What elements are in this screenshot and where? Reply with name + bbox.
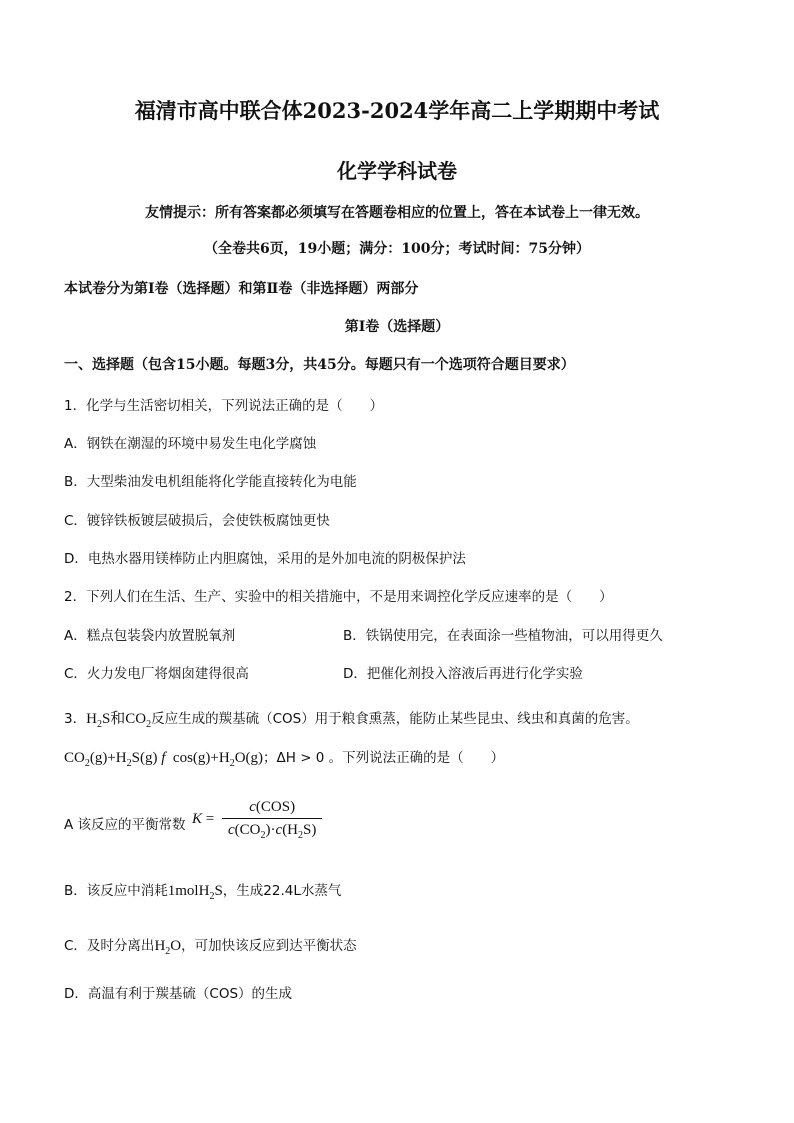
q3-equation bbox=[64, 746, 504, 769]
q3-option-d: D．高温有利于羰基硫（COS）的生成 bbox=[64, 986, 293, 1002]
q3-reaction-formula: $CO_2(g)+H_2S(g)$ f $\cos(g)+H_2O(g)$ bbox=[64, 750, 264, 769]
q3-number: 3． bbox=[64, 711, 87, 727]
notice-text: 友情提示：所有答案都必须填写在答题卷相应的位置上，答在本试卷上一律无效。 bbox=[145, 205, 649, 221]
q3-option-b-prefix: B．该反应中消耗 bbox=[64, 883, 168, 899]
fraction-numerator: c(COS) bbox=[222, 799, 322, 819]
q2-option-c: C．火力发电厂将烟囱建得很高 bbox=[64, 666, 249, 682]
exam-subtitle: 化学学科试卷 bbox=[337, 159, 457, 183]
q3-option-b bbox=[64, 879, 341, 902]
exam-info: （全卷共6页，19小题；满分：100分；考试时间：75分钟） bbox=[204, 241, 590, 257]
q3-stem bbox=[64, 707, 639, 730]
q1-option-a: A．钢铁在潮湿的环境中易发生电化学腐蚀 bbox=[64, 436, 317, 452]
structure-note: 本试卷分为第Ⅰ卷（选择题）和第Ⅱ卷（非选择题）两部分 bbox=[64, 281, 419, 297]
q1-option-c: C．镀锌铁板镀层破损后，会使铁板腐蚀更快 bbox=[64, 513, 330, 529]
q3-option-c-formula: $H_2O$ bbox=[154, 938, 182, 957]
q1-option-b: B．大型柴油发电机组能将化学能直接转化为电能 bbox=[64, 474, 357, 490]
fraction-denominator: $c(CO_2)\cdot c(H_2S)$ bbox=[228, 822, 317, 841]
exam-title: 福清市高中联合体2023-2024学年高二上学期期中考试 bbox=[134, 98, 660, 123]
q3-option-c bbox=[64, 934, 357, 957]
q3-option-b-formula: 1molH$_2$S bbox=[167, 883, 223, 902]
q3-stem-text: 反应生成的羰基硫（COS）用于粮食熏蒸，能防止某些昆虫、线虫和真菌的危害。 bbox=[151, 711, 639, 727]
q2-option-d: D．把催化剂投入溶液后再进行化学实验 bbox=[343, 666, 583, 682]
q1-option-d: D．电热水器用镁棒防止内胆腐蚀，采用的是外加电流的阴极保护法 bbox=[64, 551, 466, 567]
q3-option-a-label: A 该反应的平衡常数 bbox=[64, 817, 186, 833]
q2-option-b: B．铁锅使用完，在表面涂一些植物油，可以用得更久 bbox=[343, 628, 663, 644]
q3-reactants-formula: $H_2S$和$CO_2$ bbox=[86, 711, 152, 730]
q2-option-a: A．糕点包装袋内放置脱氧剂 bbox=[64, 628, 236, 644]
q3-option-c-suffix: ，可加快该反应到达平衡状态 bbox=[181, 938, 357, 954]
section1-heading: 一、选择题（包含15小题。每题3分，共45分。每题只有一个选项符合题目要求） bbox=[64, 357, 575, 373]
q3-equilibrium-constant-fraction bbox=[222, 799, 322, 841]
part1-title: 第Ⅰ卷（选择题） bbox=[344, 319, 450, 335]
q1-stem: 1．化学与生活密切相关，下列说法正确的是（ ） bbox=[64, 398, 384, 414]
q3-equation-tail: ；ΔH > 0 。下列说法正确的是（ ） bbox=[263, 750, 505, 766]
q2-stem: 2．下列人们在生活、生产、实验中的相关措施中，不是用来调控化学反应速率的是（ ） bbox=[64, 589, 613, 605]
q3-option-b-suffix: ，生成22.4L水蒸气 bbox=[222, 883, 342, 899]
q3-k-symbol: K = bbox=[192, 811, 215, 827]
q3-option-c-prefix: C．及时分离出 bbox=[64, 938, 155, 954]
